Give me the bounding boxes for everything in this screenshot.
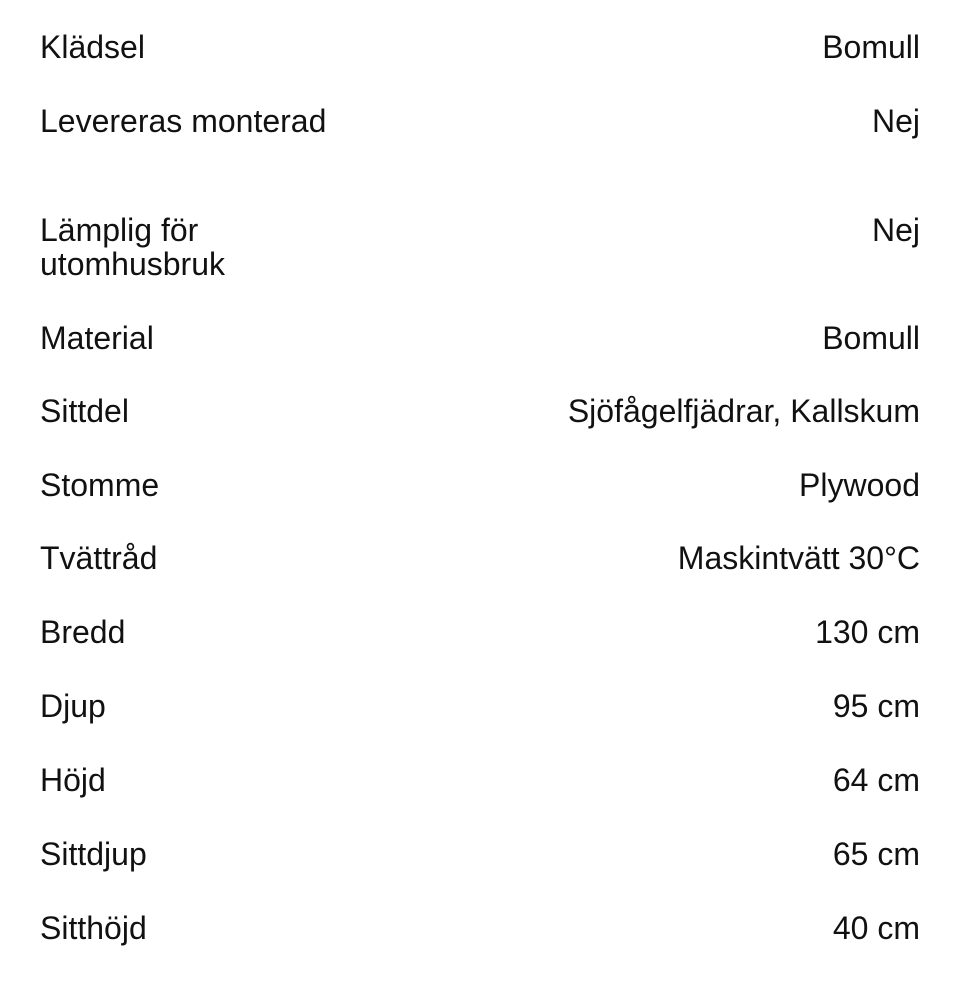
spec-label: Sittdjup — [40, 836, 147, 872]
spec-value: 40 cm — [832, 910, 920, 946]
spec-value: Sjöfågelfjädrar, Kallskum — [567, 393, 920, 429]
spec-label: Sittdel — [40, 393, 129, 429]
spec-value: Nej — [871, 103, 920, 139]
spec-value: 65 cm — [832, 836, 920, 872]
spec-value: Bomull — [822, 29, 920, 65]
spec-row-seat-depth — [40, 837, 920, 871]
spec-label: Material — [40, 320, 154, 356]
spec-label: Klädsel — [40, 29, 145, 65]
spec-label: Tvättråd — [40, 540, 158, 576]
spec-label: Djup — [40, 688, 106, 724]
spec-row-care-instructions — [40, 541, 920, 575]
spec-label: Höjd — [40, 762, 106, 798]
spec-row-seat-height — [40, 911, 920, 945]
spec-row-outdoor-use — [40, 213, 920, 281]
spec-value: 95 cm — [832, 688, 920, 724]
spec-row-material — [40, 321, 920, 355]
spec-row-frame — [40, 468, 920, 502]
spec-value: Maskintvätt 30°C — [677, 540, 920, 576]
spec-row-depth — [40, 689, 920, 723]
spec-label: Levereras monterad — [40, 103, 327, 139]
spec-label: Sitthöjd — [40, 910, 147, 946]
spec-row-delivered-assembled — [40, 104, 920, 138]
spec-row-seat — [40, 394, 920, 428]
spec-value: 130 cm — [815, 614, 920, 650]
spec-value: Nej — [871, 212, 920, 248]
spec-value: Bomull — [822, 320, 920, 356]
spec-row-upholstery — [40, 30, 920, 64]
spec-label: Stomme — [40, 467, 160, 503]
spec-value: Plywood — [799, 467, 920, 503]
spec-row-width — [40, 615, 920, 649]
spec-label: Lämplig för utomhusbruk — [40, 212, 225, 282]
spec-row-height — [40, 763, 920, 797]
spec-label: Bredd — [40, 614, 126, 650]
spec-value: 64 cm — [832, 762, 920, 798]
